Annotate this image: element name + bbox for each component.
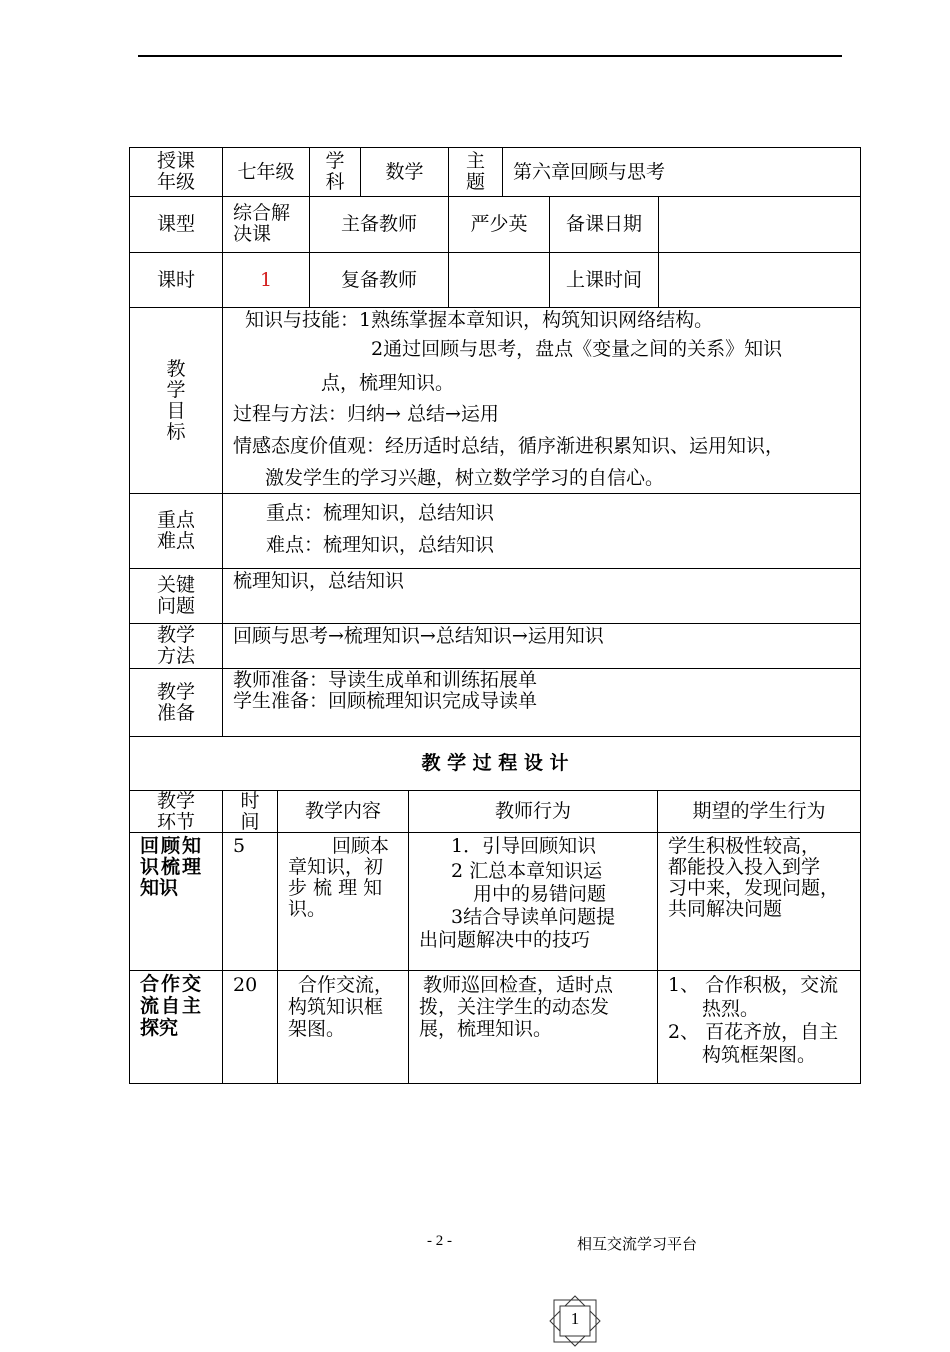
- key-question-label: 关键问题: [156, 574, 195, 617]
- student-preparation: 学生准备：回顾梳理知识完成导读单: [233, 690, 538, 712]
- key-point: 重点：梳理知识，总结知识: [266, 502, 495, 524]
- teacher-line: 用中的易错问题: [473, 883, 607, 905]
- objectives-content-cell: [222, 307, 861, 494]
- class-time-label: 上课时间: [565, 268, 642, 291]
- lead-teacher-value: 严少英: [470, 213, 528, 235]
- grade-label-cell: [129, 147, 223, 197]
- stage-header-cell: [129, 790, 223, 833]
- content-header: 教学内容: [304, 800, 381, 822]
- stage-line: 知识: [140, 877, 179, 899]
- lead-label-cell: [309, 196, 449, 253]
- objective-line: 知识与技能：1熟练掌握本章知识，构筑知识网络结构。: [245, 309, 714, 331]
- co-teacher-label: 复备教师: [340, 268, 417, 291]
- keypoints-content-cell: [222, 493, 861, 569]
- student-line: 构筑框架图。: [702, 1044, 817, 1066]
- content-line: 构筑知识框: [288, 996, 384, 1018]
- stage-line: 合作交: [140, 973, 204, 995]
- teacher-line: 1．引导回顾知识: [451, 835, 597, 857]
- teacher-line: 2 汇总本章知识运: [451, 860, 603, 882]
- table-row-time-cell: [222, 970, 278, 1084]
- table-row-student-cell: [657, 970, 861, 1084]
- topic-value-cell: [502, 147, 861, 197]
- grade-label: 授课年级: [156, 150, 195, 193]
- time-header: 时间: [240, 789, 260, 833]
- preparation-content-cell: [222, 668, 861, 737]
- platform-name: 相互交流学习平台: [577, 1237, 698, 1253]
- objective-line: 情感态度价值观：经历适时总结，循序渐进积累知识、运用知识，: [233, 435, 785, 457]
- topic-value: 第六章回顾与思考: [513, 161, 666, 183]
- topic-label: 主题: [465, 150, 485, 193]
- student-line: 都能投入投入到学: [668, 856, 821, 878]
- table-row-content-cell: [277, 970, 409, 1084]
- difficult-point: 难点：梳理知识，总结知识: [266, 534, 495, 556]
- teacher-line: 拨，关注学生的动态发: [419, 996, 610, 1018]
- subject-label-cell: [309, 147, 361, 197]
- time-header-cell: [222, 790, 278, 833]
- co-teacher-label-cell: [309, 252, 449, 308]
- co-teacher-value-cell: [448, 252, 550, 308]
- topic-label-cell: [448, 147, 503, 197]
- prep-date-label: 备课日期: [565, 213, 642, 235]
- class-time-value-cell: [658, 252, 861, 308]
- stage-time: 20: [233, 974, 258, 996]
- method-label-cell: [129, 623, 223, 669]
- stage-time: 5: [233, 835, 246, 857]
- hours-value: 1: [259, 268, 273, 291]
- stage-line: 探究: [140, 1017, 179, 1039]
- teacher-line: 教师巡回检查，适时点: [423, 974, 614, 996]
- stage-line: 回顾知: [140, 835, 204, 857]
- method-label: 教学方法: [156, 624, 195, 667]
- stage-header: 教学环节: [156, 789, 195, 833]
- keypoints-label-cell: [129, 493, 223, 569]
- hours-label: 课时: [156, 268, 195, 291]
- content-line: 回顾本: [332, 835, 390, 857]
- objective-line: 激发学生的学习兴趣，树立数学学习的自信心。: [265, 467, 665, 489]
- teacher-header-cell: [408, 790, 658, 833]
- process-title: 教 学 过 程 设 计: [421, 752, 569, 774]
- prep-date-label-cell: [549, 196, 659, 253]
- teacher-line: 出问题解决中的技巧: [419, 929, 591, 951]
- content-header-cell: [277, 790, 409, 833]
- type-label-cell: [129, 196, 223, 253]
- table-row-content-cell: [277, 832, 409, 971]
- page-number: - 2 -: [427, 1233, 452, 1249]
- teacher-line: 展，梳理知识。: [419, 1018, 553, 1040]
- teacher-header: 教师行为: [494, 800, 571, 822]
- stage-line: 识梳理: [140, 856, 204, 878]
- table-row-teacher-cell: [408, 832, 658, 971]
- student-line: 2、 百花齐放，自主: [668, 1021, 839, 1043]
- header-rule: [138, 55, 842, 57]
- lead-teacher-label: 主备教师: [340, 213, 417, 235]
- content-line: 步 梳 理 知: [288, 877, 383, 899]
- student-line: 习中来，发现问题，: [668, 877, 840, 899]
- objective-line: 2通过回顾与思考，盘点《变量之间的关系》知识: [371, 338, 783, 360]
- table-row-stage-cell: [129, 970, 223, 1084]
- teacher-preparation: 教师准备：导读生成单和训练拓展单: [233, 669, 538, 691]
- objective-line: 过程与方法：归纳→ 总结→运用: [233, 403, 499, 425]
- content-line: 识。: [288, 898, 327, 920]
- method-text: 回顾与思考→梳理知识→总结知识→运用知识: [233, 625, 604, 647]
- page-badge: [548, 1294, 602, 1348]
- keypoints-label: 重点难点: [156, 509, 195, 552]
- student-line: 学生积极性较高，: [668, 835, 821, 857]
- teacher-line: 3结合导读单问题提: [451, 906, 616, 928]
- type-label: 课型: [156, 213, 195, 235]
- process-title-cell: [129, 736, 861, 791]
- stage-line: 流自主: [140, 995, 204, 1017]
- method-content-cell: [222, 623, 861, 669]
- class-time-label-cell: [549, 252, 659, 308]
- type-value: 综合解决课: [233, 202, 291, 245]
- type-value-cell: [222, 196, 310, 253]
- student-line: 热烈。: [702, 998, 760, 1020]
- preparation-label: 教学准备: [156, 680, 195, 724]
- key-question-text: 梳理知识，总结知识: [233, 570, 405, 592]
- subject-value-cell: [360, 147, 449, 197]
- student-header: 期望的学生行为: [692, 800, 826, 822]
- content-line: 合作交流，: [298, 974, 394, 996]
- grade-value: 七年级: [237, 160, 295, 183]
- subject-value: 数学: [385, 160, 424, 183]
- page-badge-number: 1: [570, 1309, 580, 1328]
- content-line: 架图。: [288, 1018, 346, 1040]
- content-line: 章知识，初: [288, 856, 384, 878]
- grade-value-cell: [222, 147, 310, 197]
- table-row-time-cell: [222, 832, 278, 971]
- subject-label: 学科: [325, 150, 345, 193]
- preparation-label-cell: [129, 668, 223, 737]
- student-header-cell: [657, 790, 861, 833]
- objectives-label-cell: [129, 307, 223, 494]
- objective-line: 点，梳理知识。: [321, 372, 455, 394]
- key-question-label-cell: [129, 568, 223, 624]
- student-line: 1、 合作积极，交流: [668, 974, 839, 996]
- key-question-content-cell: [222, 568, 861, 624]
- hours-value-cell: [222, 252, 310, 308]
- student-line: 共同解决问题: [668, 898, 783, 920]
- table-row-teacher-cell: [408, 970, 658, 1084]
- objectives-label: 教学目标: [166, 357, 186, 443]
- lead-value-cell: [448, 196, 550, 253]
- table-row-student-cell: [657, 832, 861, 971]
- prep-date-value-cell: [658, 196, 861, 253]
- table-row-stage-cell: [129, 832, 223, 971]
- hours-label-cell: [129, 252, 223, 308]
